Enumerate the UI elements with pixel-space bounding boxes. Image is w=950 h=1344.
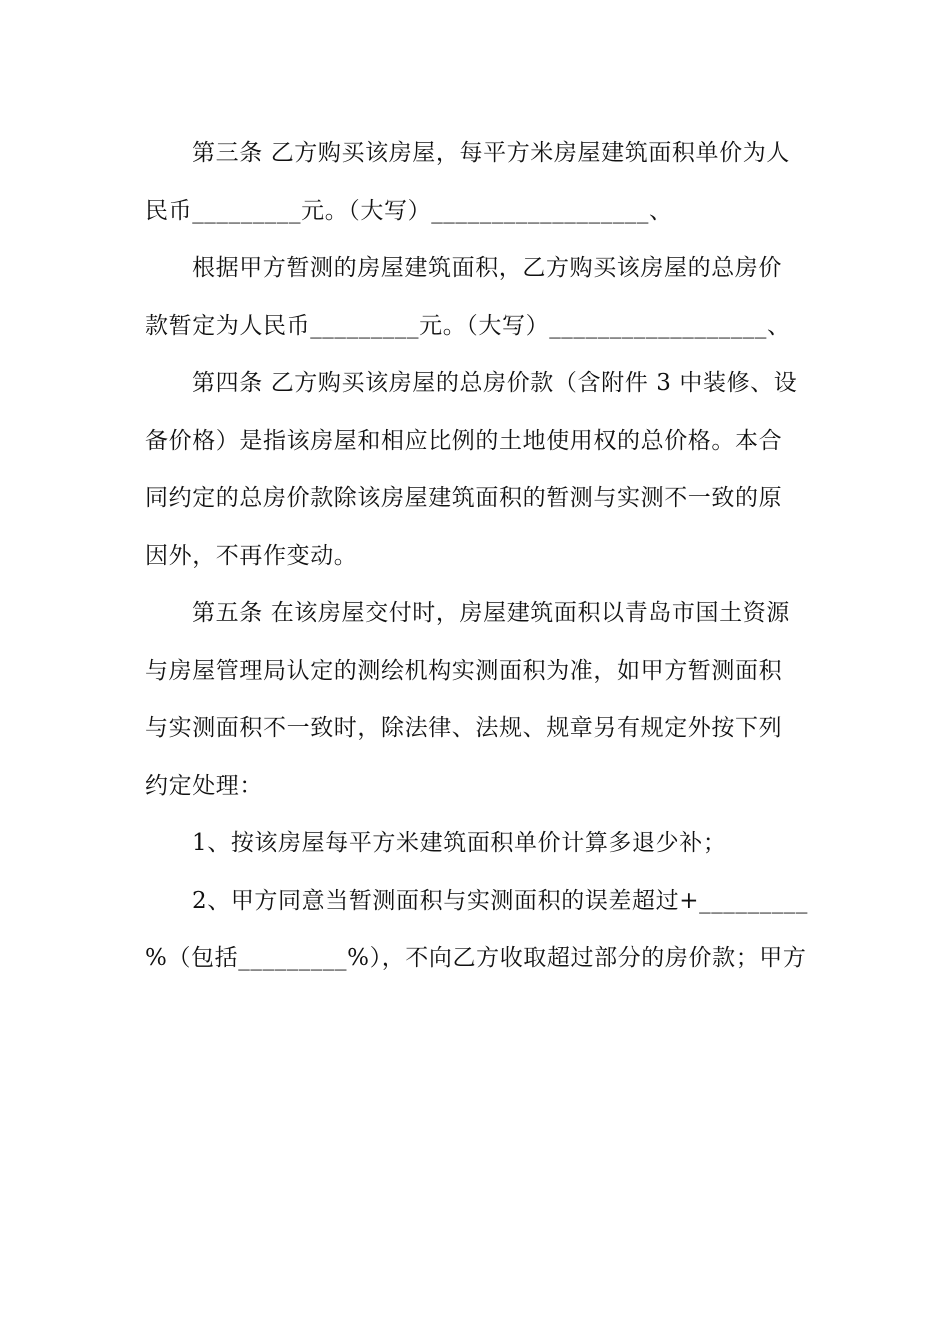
article-4-line-1: 第四条 乙方购买该房屋的总房价款（含附件 3 中装修、设: [192, 370, 798, 396]
clause-1-line: 1、按该房屋每平方米建筑面积单价计算多退少补；: [192, 830, 727, 856]
article-3-line-2: 民币_________元。（大写）__________________、: [145, 197, 673, 224]
total-price-line-2: 款暂定为人民币_________元。（大写）__________________、: [145, 312, 791, 339]
total-price-line-1: 根据甲方暂测的房屋建筑面积，乙方购买该房屋的总房价: [192, 255, 782, 281]
article-5-line-4: 约定处理：: [145, 772, 263, 799]
article-4-line-4: 因外，不再作变动。: [145, 542, 358, 569]
article-4-line-3: 同约定的总房价款除该房屋建筑面积的暂测与实测不一致的原: [145, 485, 783, 511]
clause-2-line-2: %（包括_________%），不向乙方收取超过部分的房价款；甲方: [145, 945, 807, 971]
article-4-line-2: 备价格）是指该房屋和相应比例的土地使用权的总价格。本合: [145, 427, 783, 454]
article-3-line-1: 第三条 乙方购买该房屋，每平方米房屋建筑面积单价为人: [192, 140, 790, 166]
clause-2-line-1: 2、甲方同意当暂测面积与实测面积的误差超过+_________: [192, 887, 809, 914]
article-5-line-3: 与实测面积不一致时，除法律、法规、规章另有规定外按下列: [145, 715, 783, 741]
article-5-line-1: 第五条 在该房屋交付时，房屋建筑面积以青岛市国土资源: [192, 600, 790, 626]
article-5-line-2: 与房屋管理局认定的测绘机构实测面积为准，如甲方暂测面积: [145, 657, 783, 684]
document-page: [145, 130, 809, 993]
